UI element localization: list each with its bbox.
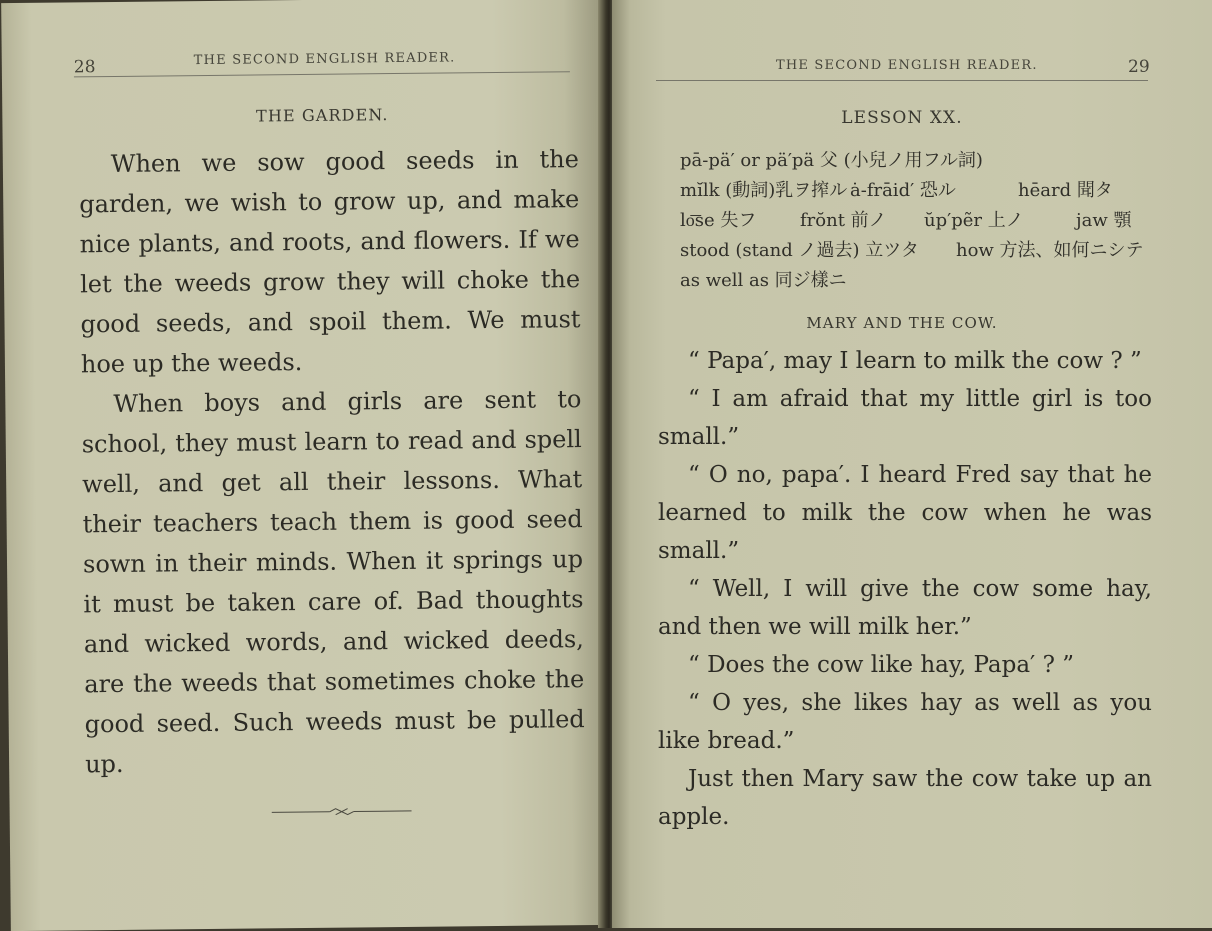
page-number: 29: [1128, 57, 1150, 77]
vocabulary-row: [680, 146, 1160, 176]
vocabulary-row: [680, 206, 1160, 236]
vocabulary-entry: stood (stand ノ過去) 立ツタ: [680, 240, 920, 261]
page-number: 28: [73, 57, 96, 78]
vocabulary-entry: as well as 同ジ樣ニ: [680, 270, 847, 291]
dialogue-line: “ O no, papa′. I heard Fred say that he learned to milk the cow when he was small.”: [658, 462, 1152, 564]
vocabulary-entry: ȧ-frāid′ 恐ル: [850, 180, 956, 201]
running-head: THE SECOND ENGLISH READER.: [193, 50, 456, 69]
dialogue-line: “ O yes, she likes hay as well as you like bread.”: [658, 690, 1152, 754]
story-title: MARY AND THE COW.: [806, 314, 998, 332]
dialogue-line: “ I am afraid that my little girl is too small.”: [658, 386, 1152, 450]
vocabulary-row: [680, 176, 1160, 206]
header-rule: [74, 71, 570, 77]
vocabulary-entry: ŭp′pẽr 上ノ: [924, 210, 1024, 231]
header-rule: [656, 80, 1148, 81]
dialogue-line: “ Well, I will give the cow some hay, and then we will milk her.”: [658, 576, 1152, 640]
paragraph: When we sow good seeds in the garden, we wish to grow up, and make nice plants, and roots, and flowers. If we let the weeds grow they will choke the good seeds, and spoil them. We must hoe up the weeds.: [79, 145, 581, 379]
vocabulary-row: [680, 236, 1160, 266]
right-page: [612, 0, 1212, 928]
section-title: THE GARDEN.: [256, 105, 389, 126]
lesson-title: LESSON XX.: [841, 108, 963, 128]
paragraph: When boys and girls are sent to school, they must learn to read and spell well, and get all their lessons. What their teachers teach them is good seed sown in their minds. When it springs up it must be taken care of. Bad thoughts and wicked words, and wicked deeds, are the weeds that sometimes choke the good seed. Such weeds must be pulled up.: [81, 385, 585, 779]
vocabulary-entry: lo͞se 失フ: [680, 210, 757, 231]
vocabulary-entry: hēard 聞タ: [1018, 180, 1113, 201]
vocabulary-entry: frŏnt 前ノ: [800, 210, 887, 231]
vocabulary-entry: pā-pä′ or pä′pä 父 (小兒ノ用フル詞): [680, 150, 983, 171]
dialogue-line: Just then Mary saw the cow take up an apple.: [658, 766, 1152, 830]
dialogue-line: “ Does the cow like hay, Papa′ ? ”: [688, 652, 1074, 678]
vocabulary-entry: how 方法、如何ニシテ: [956, 240, 1144, 261]
running-head: THE SECOND ENGLISH READER.: [776, 58, 1038, 73]
vocabulary-row: [680, 266, 1160, 296]
left-page: [1, 0, 609, 931]
vocabulary-list: [680, 146, 1160, 296]
ornament-divider: [272, 805, 412, 818]
dialogue-text: [658, 342, 1152, 836]
body-text: [79, 139, 586, 784]
vocabulary-entry: mĭlk (動詞)乳ヲ搾ル: [680, 180, 848, 201]
dialogue-line: “ Papa′, may I learn to milk the cow ? ”: [688, 348, 1142, 374]
vocabulary-entry: jaw 顎: [1076, 210, 1132, 231]
